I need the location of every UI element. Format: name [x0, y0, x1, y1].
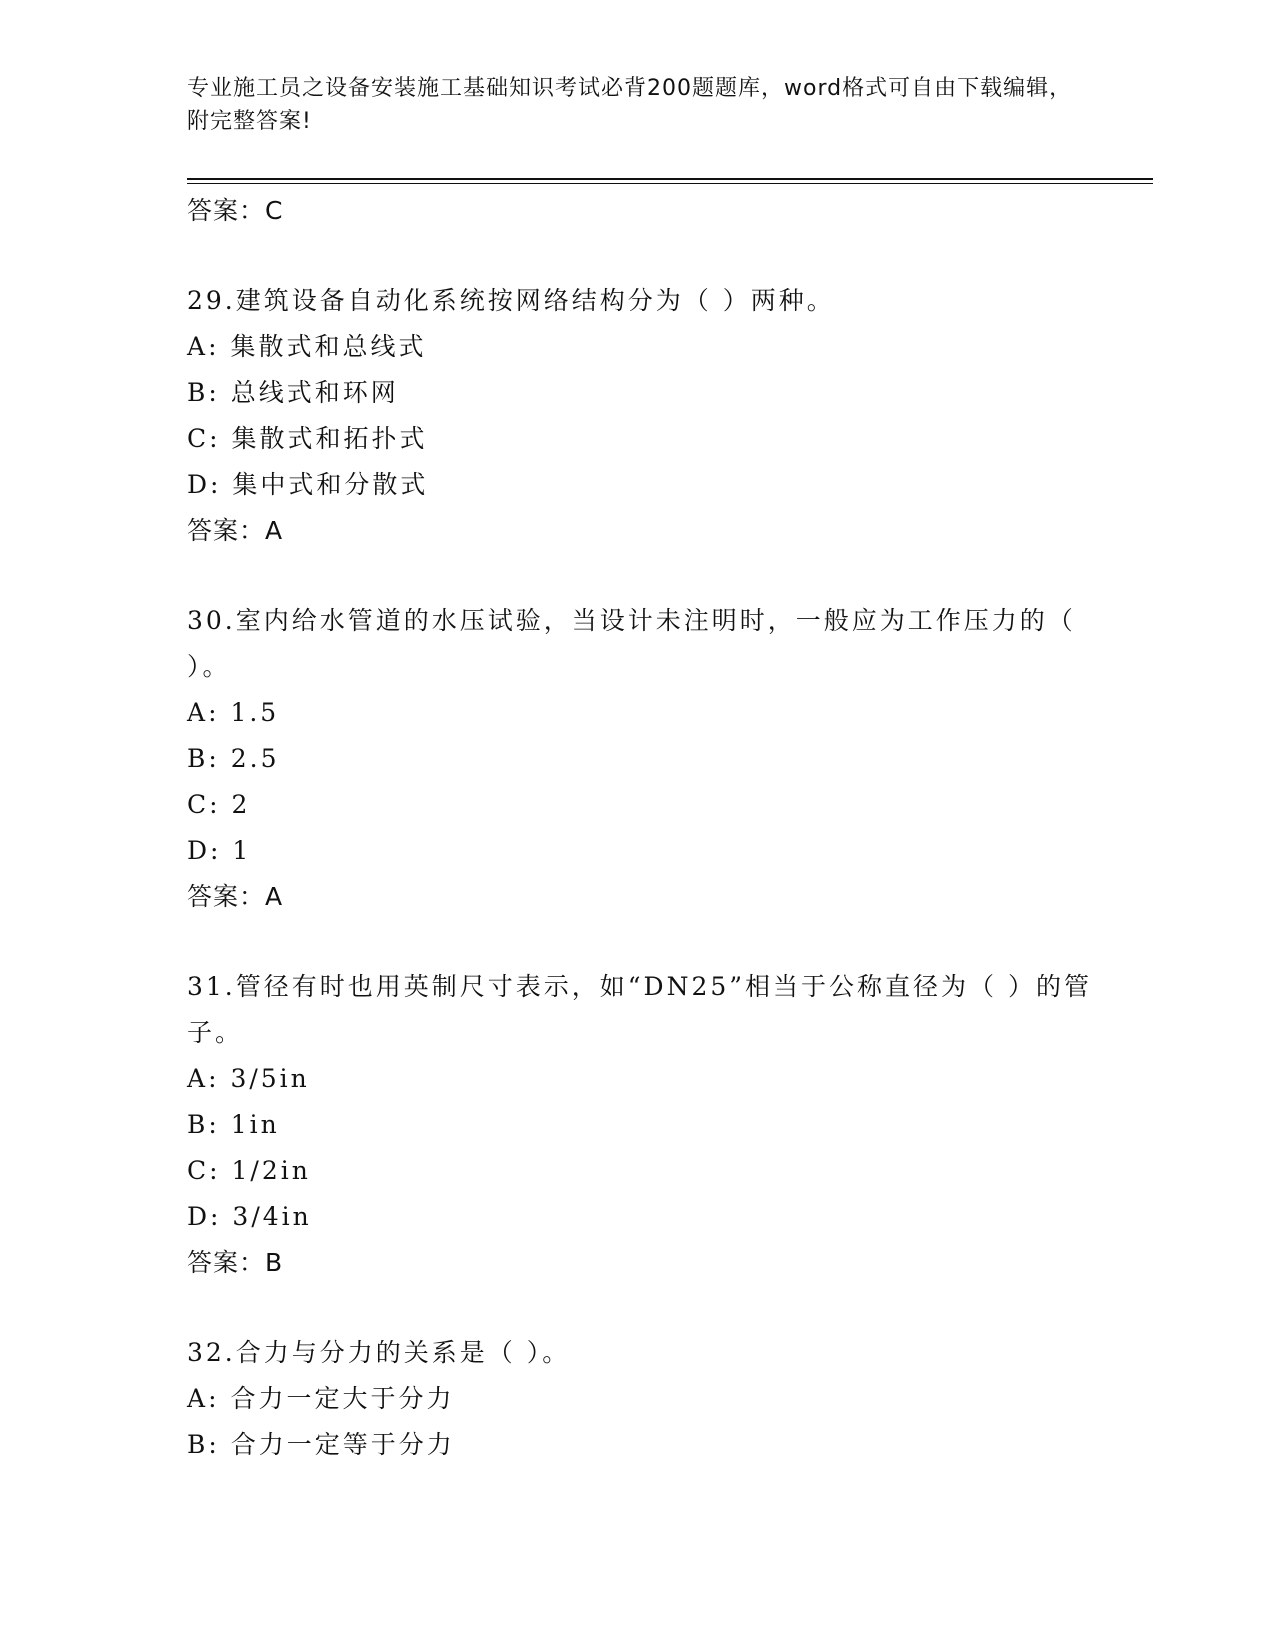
header-divider-thin — [187, 183, 1153, 184]
option-separator: : — [208, 378, 231, 407]
option-separator: : — [210, 1202, 233, 1231]
option-a — [187, 1376, 1153, 1422]
option-text: 总线式和环网 — [230, 378, 399, 407]
option-c — [187, 416, 1153, 462]
option-text: 合力一定等于分力 — [230, 1430, 455, 1459]
question-block — [187, 278, 1153, 554]
option-text: 1/2in — [231, 1156, 311, 1185]
option-separator: : — [208, 1064, 231, 1093]
question-block — [187, 1330, 1153, 1468]
option-key: B — [187, 744, 209, 773]
answer-line: 答案：A — [187, 516, 284, 545]
option-a — [187, 1056, 1153, 1102]
option-text: 集散式和总线式 — [230, 332, 427, 361]
option-key: B — [187, 1110, 209, 1139]
answer-line: 答案：C — [187, 196, 284, 225]
option-key: C — [187, 424, 210, 453]
option-text: 1in — [230, 1110, 280, 1139]
option-b — [187, 1422, 1153, 1468]
answer-line: 答案：B — [187, 1248, 284, 1277]
option-separator: : — [209, 790, 232, 819]
option-text: 集散式和拓扑式 — [231, 424, 428, 453]
option-text: 2.5 — [230, 744, 280, 773]
option-text: 合力一定大于分力 — [230, 1384, 455, 1413]
answer-line: 答案：A — [187, 882, 284, 911]
option-separator: : — [208, 1110, 231, 1139]
option-separator: : — [208, 744, 231, 773]
option-c — [187, 782, 1153, 828]
question-block — [187, 964, 1153, 1286]
option-a — [187, 690, 1153, 736]
option-separator: : — [208, 698, 231, 727]
document-title: 专业施工员之设备安装施工基础知识考试必背200题题库，word格式可自由下载编辑，附完整答案! — [187, 76, 1073, 134]
question-stem: 29.建筑设备自动化系统按网络结构分为（ ）两种。 — [187, 286, 835, 315]
option-key: D — [187, 470, 211, 499]
option-text: 1 — [232, 836, 252, 865]
option-d — [187, 828, 1153, 874]
option-d — [187, 462, 1153, 508]
option-key: D — [187, 1202, 211, 1231]
option-text: 3/4in — [232, 1202, 312, 1231]
option-b — [187, 1102, 1153, 1148]
option-key: B — [187, 1430, 209, 1459]
option-separator: : — [208, 1384, 231, 1413]
option-a — [187, 324, 1153, 370]
option-key: A — [187, 698, 209, 727]
option-text: 2 — [231, 790, 251, 819]
option-key: A — [187, 1384, 209, 1413]
option-key: A — [187, 332, 209, 361]
option-b — [187, 370, 1153, 416]
option-separator: : — [209, 424, 232, 453]
option-separator: : — [208, 332, 231, 361]
question-stem: 32.合力与分力的关系是（ ）。 — [187, 1338, 571, 1367]
document-page — [187, 72, 1153, 1468]
option-b — [187, 736, 1153, 782]
option-text: 集中式和分散式 — [232, 470, 429, 499]
option-key: C — [187, 1156, 210, 1185]
option-key: C — [187, 790, 210, 819]
option-key: A — [187, 1064, 209, 1093]
option-separator: : — [210, 836, 233, 865]
option-separator: : — [209, 1156, 232, 1185]
option-separator: : — [210, 470, 233, 499]
question-stem: 30.室内给水管道的水压试验，当设计未注明时，一般应为工作压力的（ ）。 — [187, 606, 1076, 681]
question-block — [187, 598, 1153, 920]
option-key: B — [187, 378, 209, 407]
option-key: D — [187, 836, 211, 865]
option-text: 3/5in — [230, 1064, 310, 1093]
header-divider — [187, 178, 1153, 184]
option-d — [187, 1194, 1153, 1240]
option-c — [187, 1148, 1153, 1194]
header-divider-thick — [187, 178, 1153, 180]
option-text: 1.5 — [230, 698, 280, 727]
question-stem: 31.管径有时也用英制尺寸表示，如“DN25”相当于公称直径为（ ）的管子。 — [187, 972, 1092, 1047]
option-separator: : — [208, 1430, 231, 1459]
